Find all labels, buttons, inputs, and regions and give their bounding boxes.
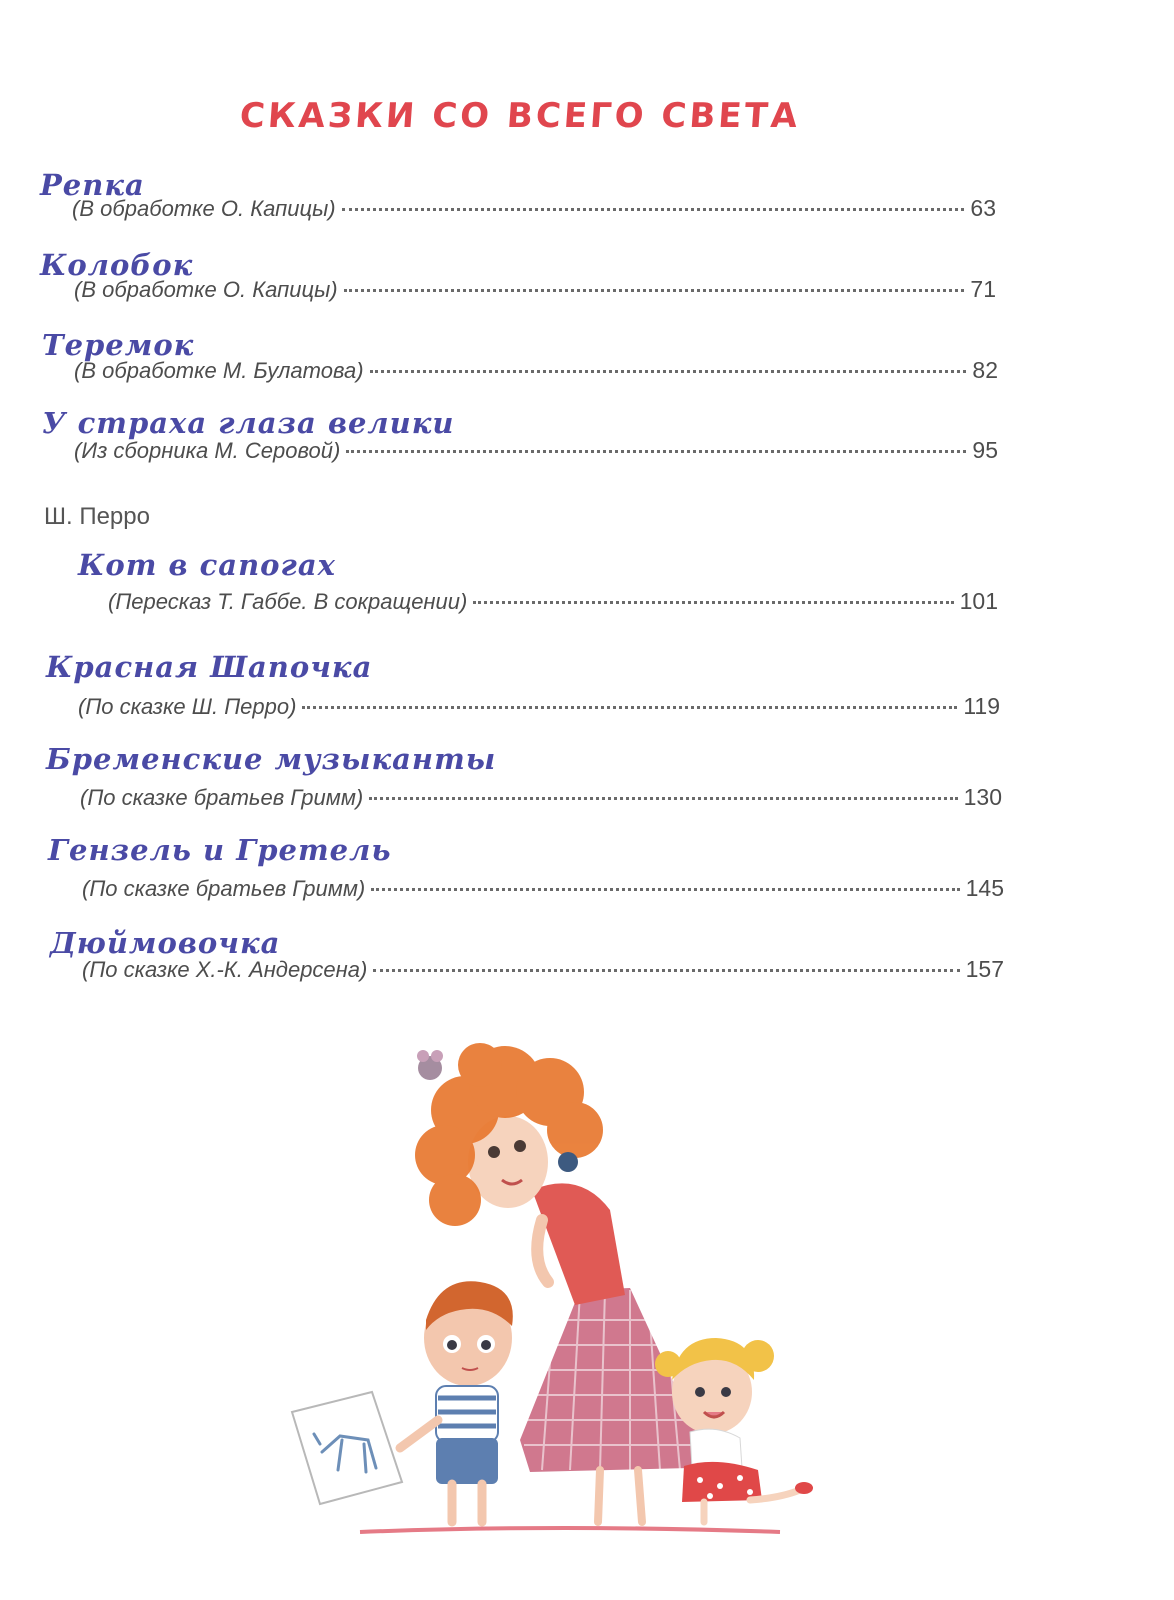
page-number: 145 xyxy=(965,875,1004,901)
toc-entry-line-repka[interactable] xyxy=(72,195,996,222)
leader-dots xyxy=(369,797,957,800)
page-number: 119 xyxy=(963,693,1000,719)
toc-entry-title-krasnaya-shapochka[interactable]: Красная Шапочка xyxy=(46,650,373,684)
section-title: СКАЗКИ СО ВСЕГО СВЕТА xyxy=(238,96,802,136)
toc-entry-line-kot-v-sapogah[interactable] xyxy=(108,588,998,615)
toc-entry-subtitle: (По сказке Х.-К. Андерсена) xyxy=(82,957,368,982)
page-number: 95 xyxy=(972,437,998,463)
mother-and-children-illustration xyxy=(280,1020,840,1560)
leader-dots xyxy=(473,601,953,604)
page-number: 101 xyxy=(959,588,998,614)
leader-dots xyxy=(370,370,967,373)
toc-entry-title-kot-v-sapogah[interactable]: Кот в сапогах xyxy=(78,548,336,582)
page-number: 157 xyxy=(965,956,1004,982)
leader-dots xyxy=(346,450,966,453)
toc-entry-subtitle: (Пересказ Т. Габбе. В сокращении) xyxy=(108,589,468,614)
toc-entry-line-genzel[interactable] xyxy=(82,875,1004,902)
toc-entry-subtitle: (В обработке О. Капицы) xyxy=(72,196,336,221)
leader-dots xyxy=(342,208,965,211)
toc-entry-title-repka[interactable]: Репка xyxy=(40,168,145,202)
toc-entry-line-krasnaya-shapochka[interactable] xyxy=(78,693,1000,720)
toc-entry-title-teremok[interactable]: Теремок xyxy=(42,328,195,362)
toc-entry-line-dyuymovochka[interactable] xyxy=(82,956,1004,983)
leader-dots xyxy=(371,888,959,891)
leader-dots xyxy=(302,706,957,709)
toc-entry-line-kolobok[interactable] xyxy=(74,276,996,303)
page-number: 71 xyxy=(970,276,996,302)
toc-entry-line-u-straha[interactable] xyxy=(74,437,998,464)
toc-entry-title-genzel[interactable]: Гензель и Гретель xyxy=(48,833,392,867)
page-number: 130 xyxy=(963,784,1002,810)
toc-entry-title-bremenskie[interactable]: Бременские музыканты xyxy=(46,742,497,776)
toc-entry-title-dyuymovochka[interactable]: Дюймовочка xyxy=(50,926,281,960)
toc-entry-subtitle: (Из сборника М. Серовой) xyxy=(74,438,341,463)
toc-entry-title-kolobok[interactable]: Колобок xyxy=(40,248,194,282)
toc-entry-line-bremenskie[interactable] xyxy=(80,784,1002,811)
toc-entry-subtitle: (По сказке Ш. Перро) xyxy=(78,694,297,719)
floor-line xyxy=(360,1528,780,1532)
boy-figure xyxy=(400,1281,513,1522)
author-label: Ш. Перро xyxy=(44,503,150,530)
leader-dots xyxy=(373,969,959,972)
toc-entry-subtitle: (В обработке М. Булатова) xyxy=(74,358,364,383)
toc-entry-subtitle: (В обработке О. Капицы) xyxy=(74,277,338,302)
page-number: 63 xyxy=(970,195,996,221)
toc-entry-line-teremok[interactable] xyxy=(74,357,998,384)
page-number: 82 xyxy=(972,357,998,383)
drawing-paper xyxy=(292,1392,402,1504)
toc-entry-title-u-straha[interactable]: У страха глаза велики xyxy=(42,406,455,440)
toc-entry-subtitle: (По сказке братьев Гримм) xyxy=(80,785,364,810)
toc-entry-subtitle: (По сказке братьев Гримм) xyxy=(82,876,366,901)
leader-dots xyxy=(344,289,965,292)
